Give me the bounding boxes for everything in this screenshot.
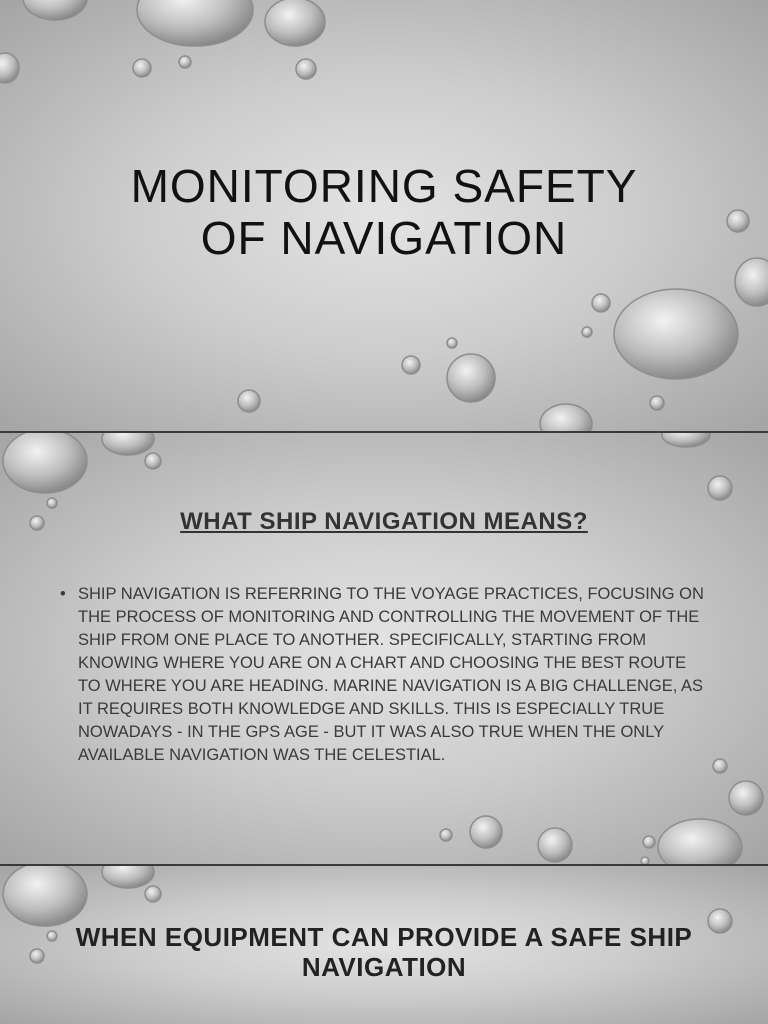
list-item	[60, 583, 710, 767]
slide-1	[0, 0, 768, 431]
slide-title: MONITORING SAFETY OF NAVIGATION	[130, 160, 638, 264]
slide-heading: WHEN EQUIPMENT CAN PROVIDE A SAFE SHIP NAVIGATION	[75, 922, 693, 982]
slide-heading: WHAT SHIP NAVIGATION MEANS?	[180, 508, 588, 535]
bullet-list	[60, 583, 710, 767]
bullet-marker: •	[60, 585, 66, 603]
bullet-text: SHIP NAVIGATION IS REFERRING TO THE VOYAGE PRACTICES, FOCUSING ON THE PROCESS OF MONITORING AND CONTROLLING THE MOVEMENT OF THE SHIP FROM ONE PLACE TO ANOTHER. SPECIFICALLY, STARTING FROM KNOWING WHERE YOU ARE ON A CHART AND CHOOSING THE BEST ROUTE TO WHERE YOU ARE HEADING. MARINE NAVIGATION IS A BIG CHALLENGE, AS IT REQUIRES BOTH KNOWLEDGE AND SKILLS. THIS IS ESPECIALLY TRUE NOWADAYS - IN THE GPS AGE - BUT IT WAS ALSO TRUE WHEN THE ONLY AVAILABLE NAVIGATION WAS THE CELESTIAL.	[78, 585, 704, 764]
